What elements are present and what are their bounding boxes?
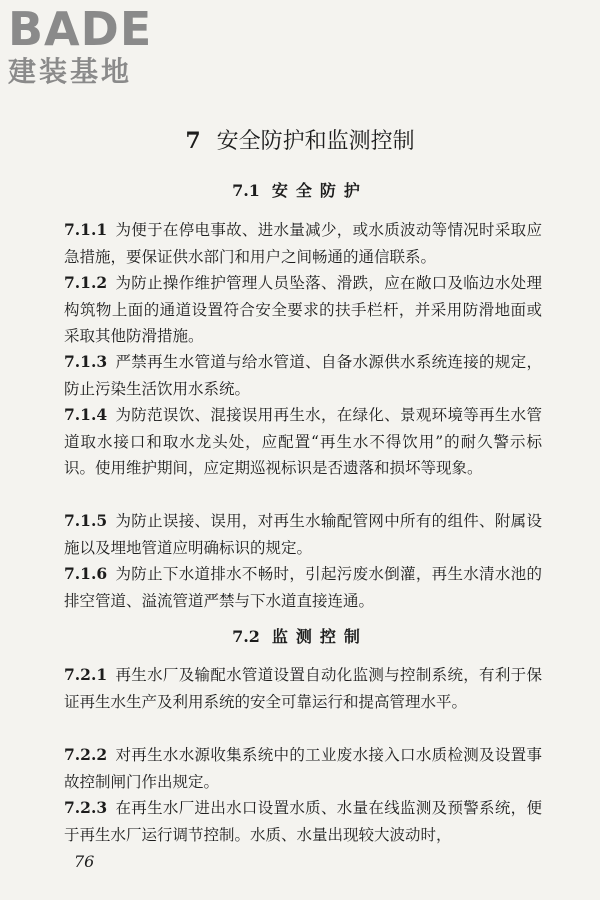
clause-7-2-1 xyxy=(64,662,542,715)
clause-text: 在再生水厂进出水口设置水质、水量在线监测及预警系统，便于再生水厂运行调节控制。水质、水量出现较大波动时， xyxy=(64,799,542,844)
chapter-number: 7 xyxy=(185,128,201,154)
clause-7-1-2 xyxy=(64,270,542,350)
section-number: 7.2 xyxy=(232,627,260,646)
section-heading-7-2 xyxy=(0,626,600,648)
clause-number: 7.1.2 xyxy=(64,273,108,292)
clause-number: 7.2.1 xyxy=(64,665,108,684)
chapter-heading xyxy=(0,127,600,156)
clause-text: 为防止下水道排水不畅时，引起污废水倒灌，再生水清水池的排空管道、溢流管道严禁与下水道直接连通。 xyxy=(64,565,542,610)
clause-text: 为防范误饮、混接误用再生水，在绿化、景观环境等再生水管道取水接口和取水龙头处，应配置“再生水不得饮用”的耐久警示标识。使用维护期间，应定期巡视标识是否遗落和损坏等现象。 xyxy=(64,406,542,477)
clause-text: 为防止误接、误用，对再生水输配管网中所有的组件、附属设施以及埋地管道应明确标识的规定。 xyxy=(64,512,542,557)
clause-7-1-4 xyxy=(64,402,542,482)
clause-text: 为便于在停电事故、进水量减少，或水质波动等情况时采取应急措施，要保证供水部门和用户之间畅通的通信联系。 xyxy=(64,221,542,266)
watermark-logo xyxy=(8,4,178,88)
clause-number: 7.1.3 xyxy=(64,352,108,371)
section-heading-7-1 xyxy=(0,180,600,202)
clause-text: 严禁再生水管道与给水管道、自备水源供水系统连接的规定，防止污染生活饮用水系统。 xyxy=(64,353,542,398)
page-number: 76 xyxy=(74,852,95,871)
section-number: 7.1 xyxy=(232,181,260,200)
clause-7-2-3 xyxy=(64,795,542,848)
clause-text: 再生水厂及输配水管道设置自动化监测与控制系统，有利于保证再生水生产及利用系统的安全可靠运行和提高管理水平。 xyxy=(64,666,542,711)
chapter-title: 安全防护和监测控制 xyxy=(216,129,415,154)
clause-7-1-3 xyxy=(64,349,542,402)
clause-7-2-2 xyxy=(64,742,542,795)
clause-number: 7.1.5 xyxy=(64,511,108,530)
section-title: 安全防护 xyxy=(271,181,368,200)
clause-7-1-5 xyxy=(64,508,542,561)
section-title: 监测控制 xyxy=(271,627,368,646)
clause-number: 7.1.1 xyxy=(64,220,108,239)
clause-number: 7.1.6 xyxy=(64,564,108,583)
clause-number: 7.1.4 xyxy=(64,405,108,424)
clause-7-1-6 xyxy=(64,561,542,614)
watermark-subtitle: 建装基地 xyxy=(8,55,133,88)
clause-7-1-1 xyxy=(64,217,542,270)
watermark-brand: BADE xyxy=(8,2,153,56)
clause-text: 对再生水水源收集系统中的工业废水接入口水质检测及设置事故控制闸门作出规定。 xyxy=(64,746,542,791)
clause-number: 7.2.2 xyxy=(64,745,108,764)
clause-text: 为防止操作维护管理人员坠落、滑跌，应在敞口及临边水处理构筑物上面的通道设置符合安全要求的扶手栏杆，并采用防滑地面或采取其他防滑措施。 xyxy=(64,274,542,345)
clause-number: 7.2.3 xyxy=(64,798,108,817)
